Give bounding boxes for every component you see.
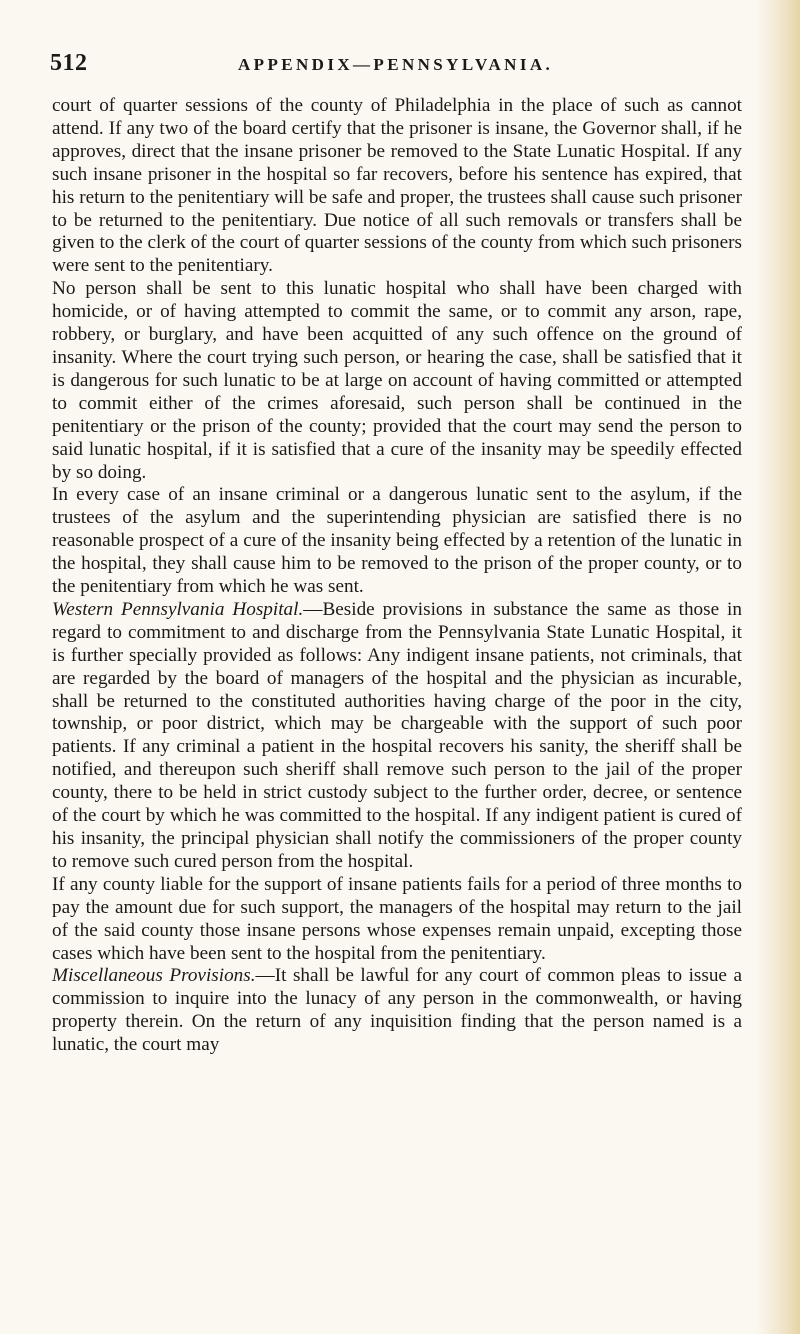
paragraph-1	[52, 95, 742, 278]
page-edge-shading	[756, 0, 800, 1334]
paragraph-5	[52, 874, 742, 966]
section-heading-miscellaneous-provisions: Miscellaneous Provisions.	[52, 965, 256, 987]
page-number: 512	[50, 50, 88, 76]
paragraph-text: —It shall be lawful for any court of common pleas to issue a commission to inquire into the lunacy of any person in the commonwealth, or having property therein. On the return of any inquisition finding that the person named is a lunatic, the court may	[52, 965, 742, 1056]
body-text	[52, 95, 742, 1057]
section-heading-western-pennsylvania-hospital: Western Pennsylvania Hospital.	[52, 598, 304, 620]
paragraph-text: If any county liable for the support of insane patients fails for a period of three months to pay the amount due for such support, the managers of the hospital may return to the jail of the said county those insane persons whose expenses remain unpaid, excepting those cases which have been sent to the hospital from the penitentiary.	[52, 873, 742, 964]
paragraph-2	[52, 278, 742, 484]
running-head: APPENDIX—PENNSYLVANIA.	[238, 55, 554, 74]
page-header	[50, 50, 750, 80]
paragraph-3	[52, 484, 742, 599]
paragraph-text: court of quarter sessions of the county of Philadelphia in the place of such as cannot attend. If any two of the board certify that the prisoner is insane, the Governor shall, if he approves, direct that the insane prisoner be removed to the State Lunatic Hospital. If any such insane prisoner in the hospital so far recovers, before his sentence has expired, that his return to the penitentiary will be safe and proper, the trustees shall cause such prisoner to be returned to the penitentiary. Due notice of all such removals or transfers shall be given to the clerk of the court of quarter sessions of the county from which such prisoners were sent to the penitentiary.	[52, 95, 742, 277]
paragraph-6	[52, 965, 742, 1057]
paragraph-text: —Beside provisions in substance the same as those in regard to commitment to and discharge from the Pennsylvania State Lunatic Hospital, it is further specially provided as follows: Any indigent insane patients, not criminals, that are regarded by the board of managers of the hospital and the physician as incurable, shall be returned to the constituted authorities having charge of the poor in the city, township, or poor district, which may be chargeable with the support of such poor patients. If any criminal a patient in the hospital recovers his sanity, the sheriff shall be notified, and thereupon such sheriff shall remove such person to the jail of the proper county, there to be held in strict custody subject to the further order, decree, or sentence of the court by which he was committed to the hospital. If any indigent patient is cured of his insanity, the principal physician shall notify the commissioners of the proper county to remove such cured person from the hospital.	[52, 598, 742, 872]
paragraph-text: In every case of an insane criminal or a dangerous lunatic sent to the asylum, if the trustees of the asylum and the superintending physician are satisfied there is no reasonable prospect of a cure of the insanity being effected by a retention of the lunatic in the hospital, they shall cause him to be removed to the prison of the proper county, or to the penitentiary from which he was sent.	[52, 484, 742, 598]
paragraph-4	[52, 599, 742, 874]
paragraph-text: No person shall be sent to this lunatic hospital who shall have been charged with homicide, or of having attempted to commit the same, or to commit any arson, rape, robbery, or burglary, and have been acquitted of any such offence on the ground of insanity. Where the court trying such person, or hearing the case, shall be satisfied that it is dangerous for such lunatic to be at large on account of having committed or attempted to commit either of the crimes aforesaid, such person shall be continued in the penitentiary or the prison of the county; provided that the court may send the person to said lunatic hospital, if it is satisfied that a cure of the insanity may be speedily effected by so doing.	[52, 278, 742, 483]
